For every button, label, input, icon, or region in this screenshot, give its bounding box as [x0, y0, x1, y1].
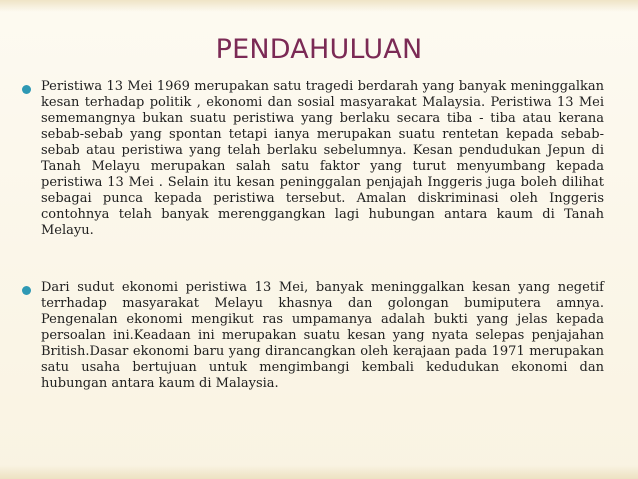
- top-border-decoration: [0, 0, 638, 12]
- slide-title: PENDAHULUAN: [215, 34, 423, 65]
- bullet-text-2: Dari sudut ekonomi peristiwa 13 Mei, banyak meninggalkan kesan yang negetif terrhadap masyarakat Melayu khasnya dan golongan bumiputera amnya. Pengenalan ekonomi mengikut ras umpamanya adalah bukti yang jelas kepada persoalan ini.Keadaan ini merupakan suatu kesan yang nyata selepas penjajahan British.Dasar ekonomi baru yang dirancangkan oleh kerajaan pada 1971 merupakan satu usaha bertujuan untuk mengimbangi kembali kedudukan ekonomi dan hubungan antara kaum di Malaysia.: [41, 280, 604, 391]
- bottom-border-decoration: [0, 465, 638, 479]
- bullet-text-1: Peristiwa 13 Mei 1969 merupakan satu tragedi berdarah yang banyak meninggalkan kesan terhadap politik , ekonomi dan sosial masyarakat Malaysia. Peristiwa 13 Mei sememangnya bukan suatu peristiwa yang berlaku secara tiba - tiba atau kerana sebab-sebab yang spontan tetapi ianya merupakan suatu rentetan kepada sebab-sebab atau peristiwa yang telah berlaku sebelumnya. Kesan pendudukan Jepun di Tanah Melayu merupakan salah satu faktor yang turut menyumbang kepada peristiwa 13 Mei . Selain itu kesan peninggalan penjajah Inggeris juga boleh dilihat sebagai punca kepada peristiwa tersebut. Amalan diskriminasi oleh Inggeris contohnya telah banyak merenggangkan lagi hubungan antara kaum di Tanah Melayu.: [41, 79, 604, 238]
- bullet-dot-icon: [22, 286, 31, 295]
- bullet-item-1: [22, 79, 604, 239]
- bullet-item-2: [22, 280, 604, 392]
- bullet-dot-icon: [22, 85, 31, 94]
